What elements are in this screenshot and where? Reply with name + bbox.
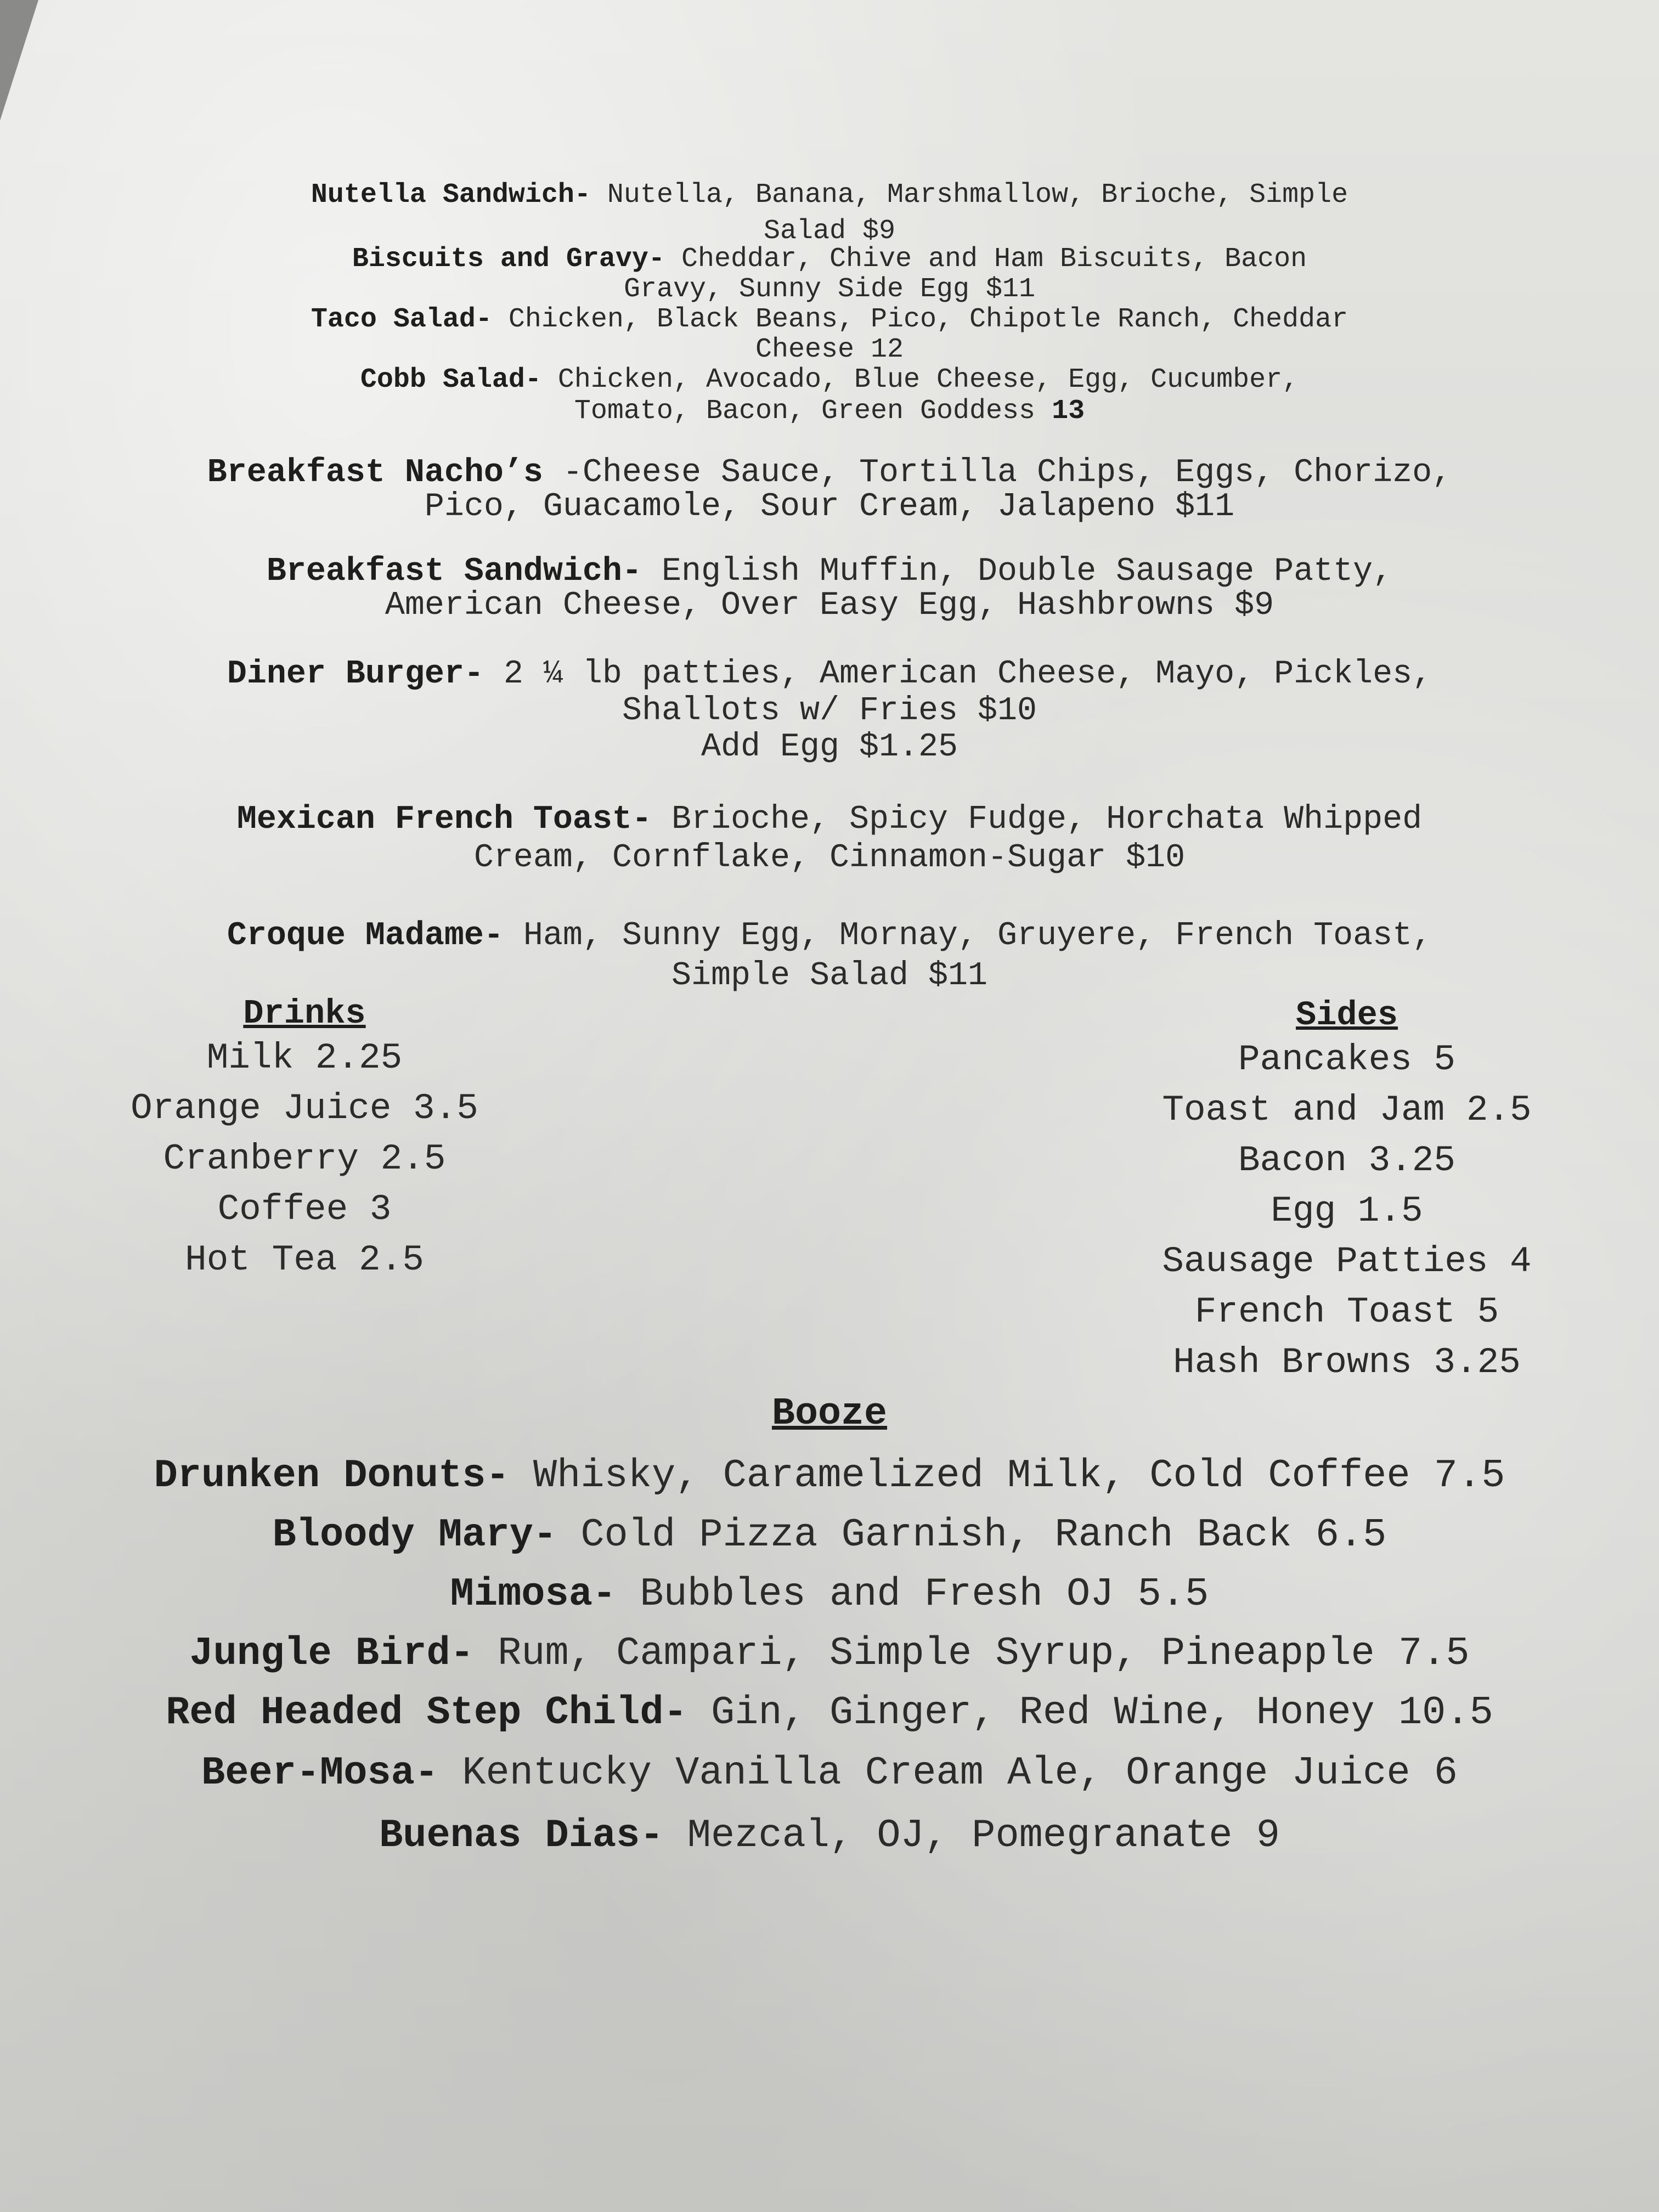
menu-item-diner-burger [0, 656, 1659, 693]
menu-item-biscuits-and-gravy [0, 244, 1659, 275]
item-description: Kentucky Vanilla Cream Ale, Orange Juice 6 [438, 1751, 1458, 1796]
drink-item: Hot Tea 2.5 [185, 1239, 424, 1280]
item-name: Breakfast Sandwich- [266, 553, 642, 590]
item-name: Buenas Dias- [379, 1813, 664, 1858]
item-name: Biscuits and Gravy- [352, 244, 665, 275]
item-description: -Cheese Sauce, Tortilla Chips, Eggs, Chorizo, [543, 454, 1452, 492]
item-name: Mexican French Toast- [236, 801, 652, 838]
menu-item-add-on [0, 729, 1659, 766]
item-description-cont: Salad $9 [763, 216, 896, 247]
side-item: Sausage Patties 4 [1162, 1241, 1532, 1282]
drink-item: Cranberry 2.5 [163, 1138, 446, 1180]
side-item: Egg 1.5 [1271, 1190, 1423, 1232]
booze-item-bloody-mary [0, 1504, 1659, 1566]
sides-heading: Sides [1295, 996, 1398, 1035]
booze-item-buenas-dias [0, 1805, 1659, 1866]
item-description: Brioche, Spicy Fudge, Horchata Whipped [651, 801, 1423, 838]
item-add-on-text: Add Egg $1.25 [701, 729, 958, 766]
item-description: Rum, Campari, Simple Syrup, Pineapple 7.5 [473, 1631, 1470, 1676]
item-description-cont: Cream, Cornflake, Cinnamon-Sugar $10 [473, 839, 1186, 877]
menu-item-continuation [0, 396, 1659, 427]
menu-item-cobb-salad [0, 365, 1659, 396]
side-item: French Toast 5 [1194, 1291, 1499, 1333]
item-description: Bubbles and Fresh OJ 5.5 [616, 1572, 1209, 1617]
booze-item-beer-mosa [0, 1742, 1659, 1804]
side-item: Pancakes 5 [1238, 1039, 1456, 1080]
drink-item: Coffee 3 [217, 1189, 392, 1230]
booze-item-jungle-bird [0, 1623, 1659, 1684]
item-description-cont: Tomato, Bacon, Green Goddess [574, 396, 1052, 427]
menu-item-continuation [0, 216, 1659, 247]
item-description: Gin, Ginger, Red Wine, Honey 10.5 [687, 1690, 1493, 1735]
booze-heading: Booze [771, 1392, 888, 1436]
item-name: Drunken Donuts- [154, 1453, 510, 1498]
item-description: Whisky, Caramelized Milk, Cold Coffee 7.5 [509, 1453, 1505, 1498]
item-name: Croque Madame- [227, 917, 504, 955]
item-description-cont: Simple Salad $11 [671, 957, 988, 995]
item-name: Breakfast Nacho’s [207, 454, 543, 492]
booze-item-mimosa [0, 1564, 1659, 1625]
item-description: Chicken, Black Beans, Pico, Chipotle Ranch, Cheddar [492, 304, 1348, 335]
menu-item-continuation [0, 587, 1659, 624]
menu-item-breakfast-nachos [0, 454, 1659, 492]
item-description-cont: Cheese 12 [755, 334, 904, 365]
menu-item-continuation [0, 839, 1659, 877]
drink-item: Milk 2.25 [206, 1037, 403, 1079]
item-price: 13 [1052, 396, 1085, 427]
item-description-cont: Gravy, Sunny Side Egg $11 [623, 274, 1036, 305]
item-name: Cobb Salad- [360, 364, 541, 396]
item-description: Cheddar, Chive and Ham Biscuits, Bacon [664, 244, 1307, 275]
menu-item-taco-salad [0, 304, 1659, 335]
item-name: Mimosa- [450, 1572, 617, 1617]
paper-corner-shadow [0, 0, 38, 121]
item-name: Bloody Mary- [272, 1513, 557, 1558]
menu-item-continuation [0, 957, 1659, 995]
menu-item-croque-madame [0, 917, 1659, 955]
menu-item-mexican-french-toast [0, 801, 1659, 838]
item-name: Taco Salad- [311, 304, 492, 335]
drinks-heading: Drinks [243, 994, 366, 1033]
menu-item-continuation [0, 488, 1659, 526]
menu-item-nutella-sandwich [0, 180, 1659, 211]
sides-section [1114, 996, 1580, 1388]
item-description-cont: Pico, Guacamole, Sour Cream, Jalapeno $11 [424, 488, 1235, 526]
item-name: Diner Burger- [227, 656, 484, 693]
item-name: Jungle Bird- [189, 1631, 474, 1676]
side-item: Bacon 3.25 [1238, 1140, 1456, 1181]
menu-item-continuation [0, 692, 1659, 730]
item-name: Nutella Sandwich- [311, 179, 591, 211]
item-name: Red Headed Step Child- [166, 1690, 687, 1735]
menu-item-continuation [0, 274, 1659, 305]
booze-item-red-headed-step-child [0, 1682, 1659, 1743]
item-description: Nutella, Banana, Marshmallow, Brioche, Simple [590, 179, 1348, 211]
item-description: Cold Pizza Garnish, Ranch Back 6.5 [557, 1513, 1387, 1558]
side-item: Toast and Jam 2.5 [1162, 1090, 1532, 1131]
item-description-cont: American Cheese, Over Easy Egg, Hashbrowns $9 [385, 587, 1274, 624]
item-name: Beer-Mosa- [201, 1751, 439, 1796]
drink-item: Orange Juice 3.5 [131, 1088, 478, 1129]
menu-item-breakfast-sandwich [0, 553, 1659, 590]
item-description-cont: Shallots w/ Fries $10 [622, 692, 1037, 730]
item-description: 2 ¼ lb patties, American Cheese, Mayo, Pickles, [483, 656, 1432, 693]
menu-item-continuation [0, 335, 1659, 365]
booze-item-drunken-donuts [0, 1445, 1659, 1506]
drinks-section [93, 994, 516, 1285]
item-description: Mezcal, OJ, Pomegranate 9 [663, 1813, 1280, 1858]
item-description: Ham, Sunny Egg, Mornay, Gruyere, French Toast, [503, 917, 1432, 955]
side-item: Hash Browns 3.25 [1173, 1342, 1521, 1383]
item-description: English Muffin, Double Sausage Patty, [641, 553, 1393, 590]
item-description: Chicken, Avocado, Blue Cheese, Egg, Cucumber, [541, 364, 1299, 396]
